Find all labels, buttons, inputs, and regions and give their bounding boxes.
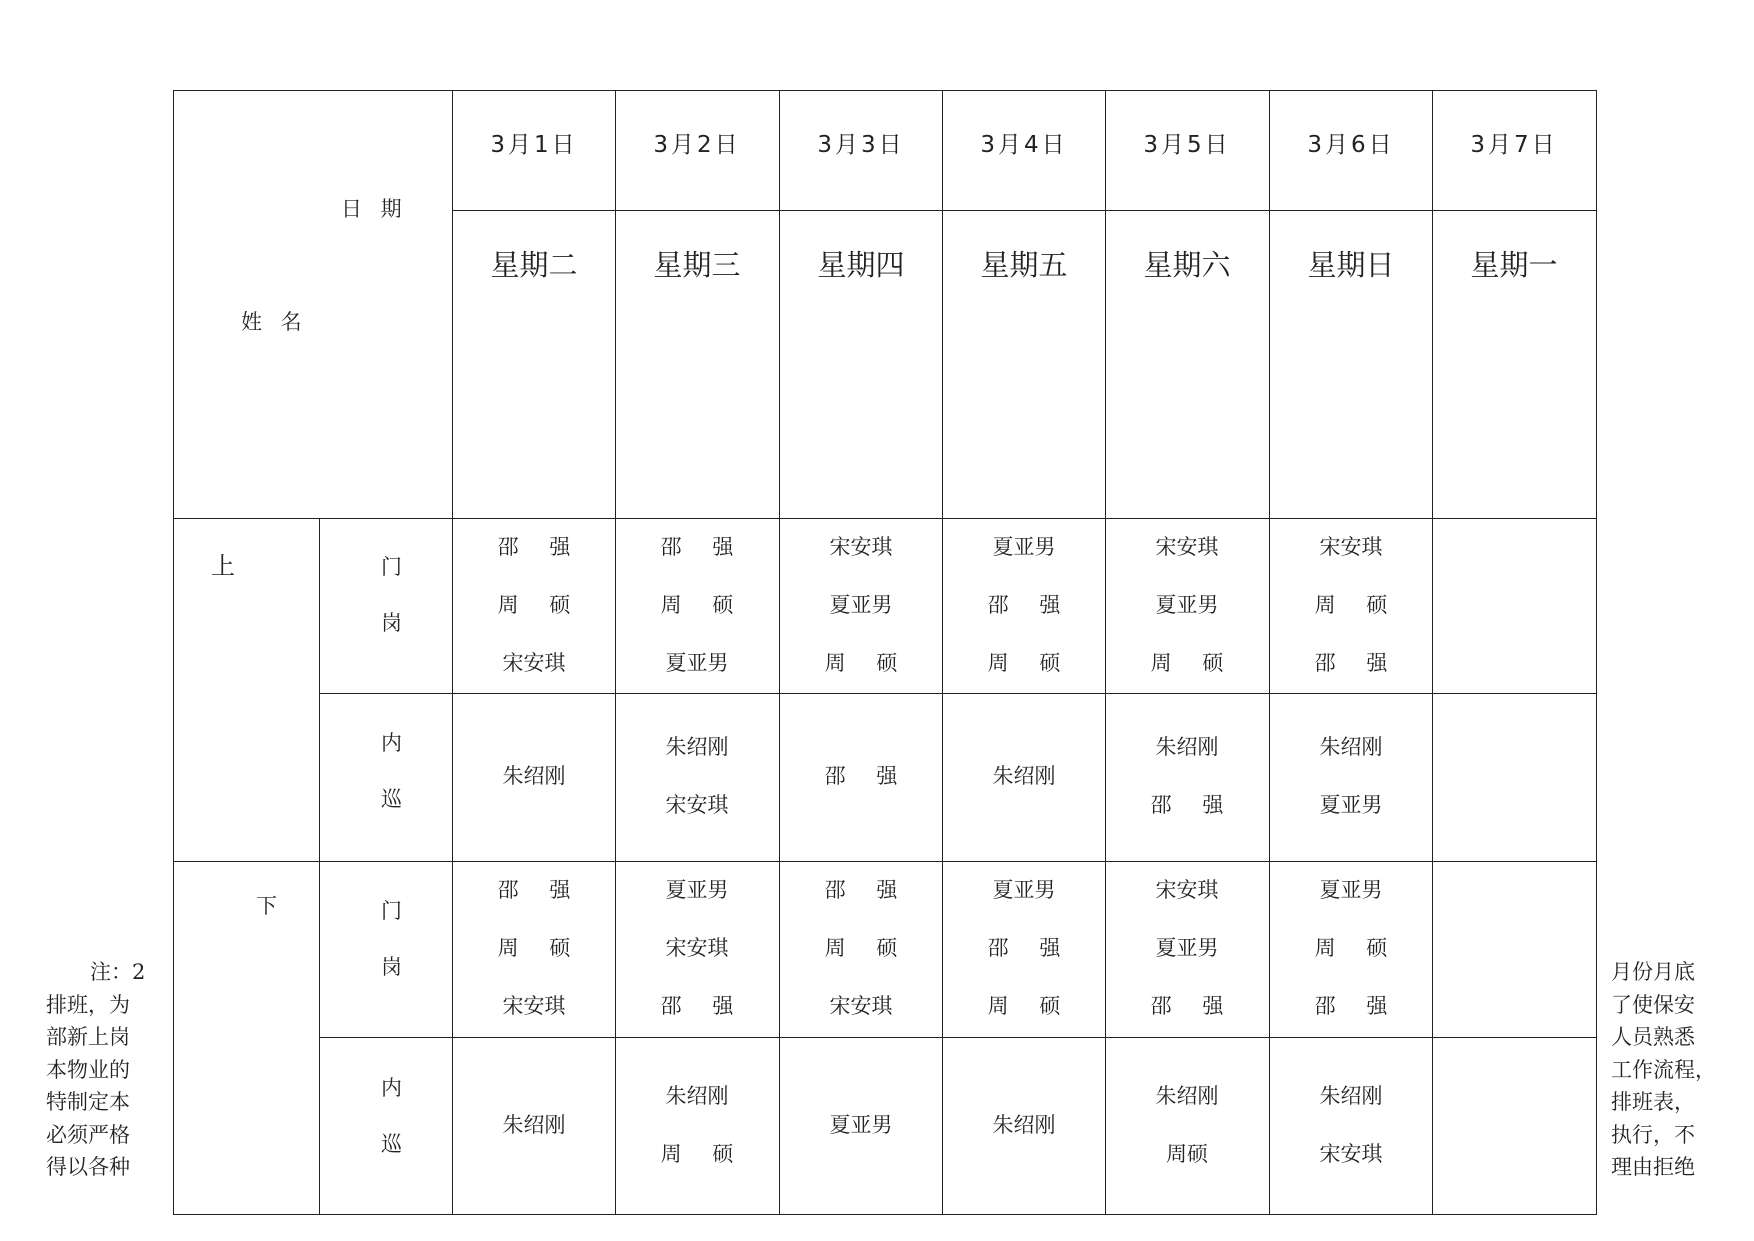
note-left	[46, 956, 145, 1184]
note-line: 执行，不	[1611, 1122, 1695, 1147]
schedule-name: 夏亚男	[1155, 936, 1219, 960]
schedule-name: 朱绍刚	[1319, 735, 1383, 759]
schedule-name: 邵 强	[1314, 650, 1388, 675]
schedule-name: 朱绍刚	[1155, 735, 1219, 759]
schedule-name: 宋安琪	[665, 793, 729, 817]
schedule-name: 周 硕	[1314, 936, 1388, 960]
note-line: 排班，为	[46, 992, 130, 1017]
schedule-name: 周 硕	[497, 592, 571, 617]
weekday-header: 星期一	[1470, 248, 1558, 282]
note-line: 月份月底	[1611, 960, 1695, 984]
grid-line	[173, 861, 1597, 862]
grid-line	[173, 1214, 1597, 1215]
grid-line	[173, 518, 1597, 519]
schedule-name: 夏亚男	[1155, 592, 1219, 617]
weekday-header: 星期日	[1307, 248, 1395, 282]
schedule-name: 宋安琪	[1155, 534, 1219, 559]
grid-line	[942, 90, 943, 1215]
schedule-name: 邵 强	[660, 534, 734, 559]
grid-line	[1596, 90, 1597, 1215]
weekday-header: 星期五	[980, 248, 1068, 282]
schedule-name: 周 硕	[824, 650, 898, 675]
note-line: 必须严格	[46, 1122, 130, 1147]
schedule-name: 夏亚男	[1319, 793, 1383, 817]
schedule-name: 周 硕	[660, 592, 734, 617]
schedule-name: 朱绍刚	[1319, 1083, 1383, 1108]
header-name-label: 姓 名	[241, 310, 302, 334]
post-label-patrol: 巡	[381, 1132, 402, 1156]
date-header: 3月1日	[490, 132, 578, 158]
date-header: 3月3日	[817, 132, 905, 158]
schedule-name: 朱绍刚	[502, 764, 566, 788]
note-line: 理由拒绝	[1611, 1155, 1695, 1179]
date-header: 3月5日	[1143, 132, 1231, 158]
grid-line	[1269, 90, 1270, 1215]
weekday-header: 星期四	[817, 248, 905, 282]
grid-line	[1432, 90, 1433, 1215]
header-date-label: 日 期	[341, 197, 402, 221]
schedule-name: 夏亚男	[665, 878, 729, 902]
schedule-name: 夏亚男	[665, 650, 729, 675]
schedule-name: 周 硕	[824, 936, 898, 960]
grid-line	[779, 90, 780, 1215]
note-line: 得以各种	[46, 1155, 130, 1179]
schedule-name: 宋安琪	[502, 650, 566, 675]
grid-line	[452, 210, 1597, 211]
post-label-patrol: 内	[381, 731, 402, 755]
schedule-name: 邵 强	[497, 534, 571, 559]
schedule-name: 宋安琪	[502, 994, 566, 1018]
weekday-header: 星期六	[1143, 248, 1231, 282]
schedule-name: 朱绍刚	[665, 1083, 729, 1108]
schedule-name: 邵 强	[497, 878, 571, 902]
schedule-name: 宋安琪	[829, 994, 893, 1018]
schedule-name: 夏亚男	[992, 534, 1056, 559]
schedule-name: 朱绍刚	[992, 764, 1056, 788]
date-header: 3月7日	[1470, 132, 1558, 158]
note-line: 工作流程，	[1611, 1057, 1716, 1082]
schedule-name: 朱绍刚	[1155, 1083, 1219, 1108]
note-right	[1611, 956, 1716, 1184]
schedule-name: 邵 强	[1150, 793, 1224, 817]
post-label-patrol: 内	[381, 1076, 402, 1100]
schedule-name: 邵 强	[660, 994, 734, 1018]
schedule-name: 朱绍刚	[665, 735, 729, 759]
schedule-name: 邵 强	[824, 764, 898, 788]
schedule-name: 邵 强	[1150, 994, 1224, 1018]
post-label-gate: 岗	[381, 611, 402, 635]
grid-line	[173, 90, 1597, 91]
grid-line	[319, 518, 320, 1215]
note-line: 人员熟悉	[1611, 1025, 1695, 1049]
schedule-name: 夏亚男	[1319, 878, 1383, 902]
schedule-name: 宋安琪	[665, 936, 729, 960]
schedule-name: 夏亚男	[829, 592, 893, 617]
grid-line	[319, 693, 1597, 694]
note-line: 了使保安	[1611, 992, 1695, 1017]
grid-line	[173, 90, 174, 1215]
note-line: 注：2	[90, 960, 146, 984]
schedule-name: 朱绍刚	[502, 1112, 566, 1137]
schedule-name: 宋安琪	[1319, 1141, 1383, 1166]
schedule-name: 宋安琪	[1319, 534, 1383, 559]
shift-label-morning: 上	[211, 552, 235, 580]
schedule-name: 邵 强	[987, 592, 1061, 617]
post-label-gate: 门	[381, 555, 402, 579]
post-label-patrol: 巡	[381, 787, 402, 811]
grid-line	[1105, 90, 1106, 1215]
schedule-name: 邵 强	[1314, 994, 1388, 1018]
schedule-name: 邵 强	[824, 878, 898, 902]
schedule-name: 周 硕	[497, 936, 571, 960]
grid-line	[452, 90, 453, 1215]
schedule-name: 朱绍刚	[992, 1112, 1056, 1137]
note-line: 本物业的	[46, 1057, 130, 1082]
post-label-gate: 门	[381, 899, 402, 923]
weekday-header: 星期三	[653, 248, 741, 282]
note-line: 特制定本	[46, 1090, 130, 1114]
date-header: 3月2日	[653, 132, 741, 158]
schedule-name: 宋安琪	[829, 534, 893, 559]
weekday-header: 星期二	[490, 248, 578, 282]
schedule-name: 周 硕	[987, 994, 1061, 1018]
schedule-name: 夏亚男	[829, 1112, 893, 1137]
grid-line	[615, 90, 616, 1215]
schedule-name: 夏亚男	[992, 878, 1056, 902]
schedule-name: 周 硕	[987, 650, 1061, 675]
shift-label-afternoon: 下	[256, 894, 277, 918]
note-line: 排班表，	[1611, 1090, 1695, 1114]
date-header: 3月4日	[980, 132, 1068, 158]
schedule-name: 邵 强	[987, 936, 1061, 960]
schedule-name: 周 硕	[1150, 650, 1224, 675]
schedule-name: 周 硕	[660, 1141, 734, 1166]
note-line: 部新上岗	[46, 1025, 130, 1049]
schedule-name: 周 硕	[1314, 592, 1388, 617]
schedule-name: 周硕	[1166, 1141, 1208, 1166]
date-header: 3月6日	[1307, 132, 1395, 158]
post-label-gate: 岗	[381, 955, 402, 979]
grid-line	[319, 1037, 1597, 1038]
schedule-name: 宋安琪	[1155, 878, 1219, 902]
